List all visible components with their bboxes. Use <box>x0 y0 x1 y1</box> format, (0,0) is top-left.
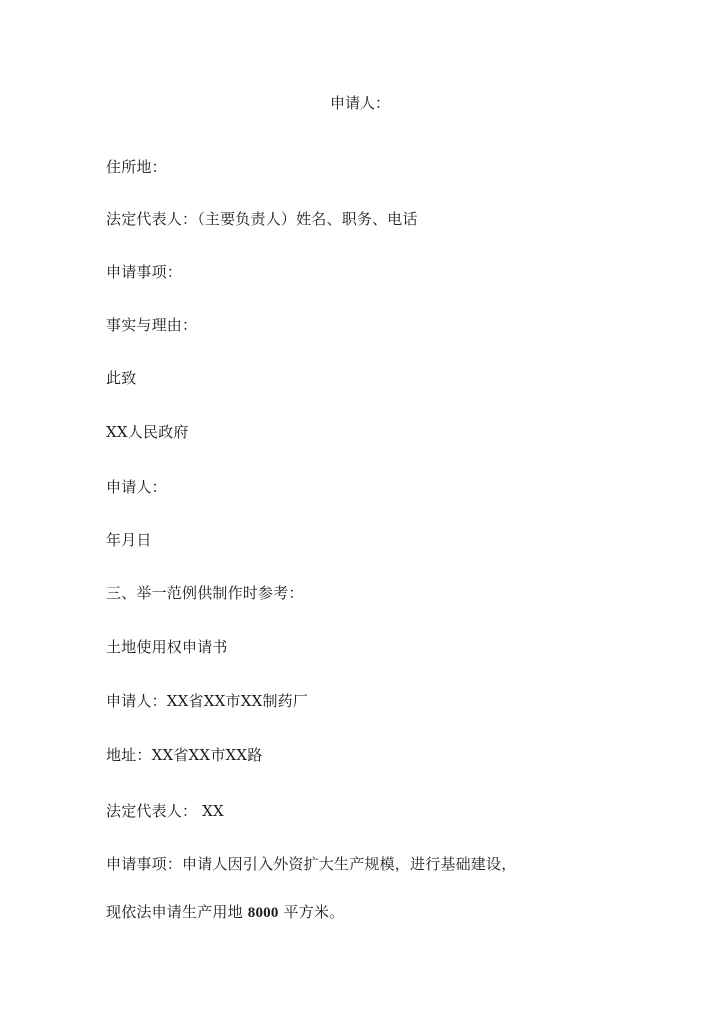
example-application-matter-line: 申请事项：申请人因引入外资扩大生产规模，进行基础建设， <box>106 855 517 873</box>
residence-line: 住所地： <box>106 158 167 176</box>
land-request-prefix: 现依法申请生产用地 <box>106 903 248 921</box>
example-legal-representative-line: 法定代表人： XX <box>106 802 224 820</box>
example-address-line: 地址：XX省XX市XX路 <box>106 746 263 764</box>
applicant-signature-line: 申请人： <box>106 478 167 496</box>
example-applicant-line: 申请人：XX省XX市XX制药厂 <box>106 692 309 710</box>
example-heading: 三、举一范例供制作时参考： <box>106 584 304 602</box>
applicant-header: 申请人： <box>329 94 390 112</box>
example-land-request-line <box>106 901 344 924</box>
land-request-suffix: 平方米。 <box>278 903 345 921</box>
salutation-line: 此致 <box>106 369 137 387</box>
application-matter-line: 申请事项： <box>106 263 183 281</box>
recipient-line: XX人民政府 <box>106 423 189 441</box>
example-title: 土地使用权申请书 <box>106 638 228 656</box>
facts-reasons-line: 事实与理由： <box>106 316 198 334</box>
legal-representative-line: 法定代表人：（主要负责人）姓名、职务、电话 <box>106 210 418 228</box>
date-line: 年月日 <box>106 531 152 549</box>
land-area-number: 8000 <box>247 905 279 921</box>
